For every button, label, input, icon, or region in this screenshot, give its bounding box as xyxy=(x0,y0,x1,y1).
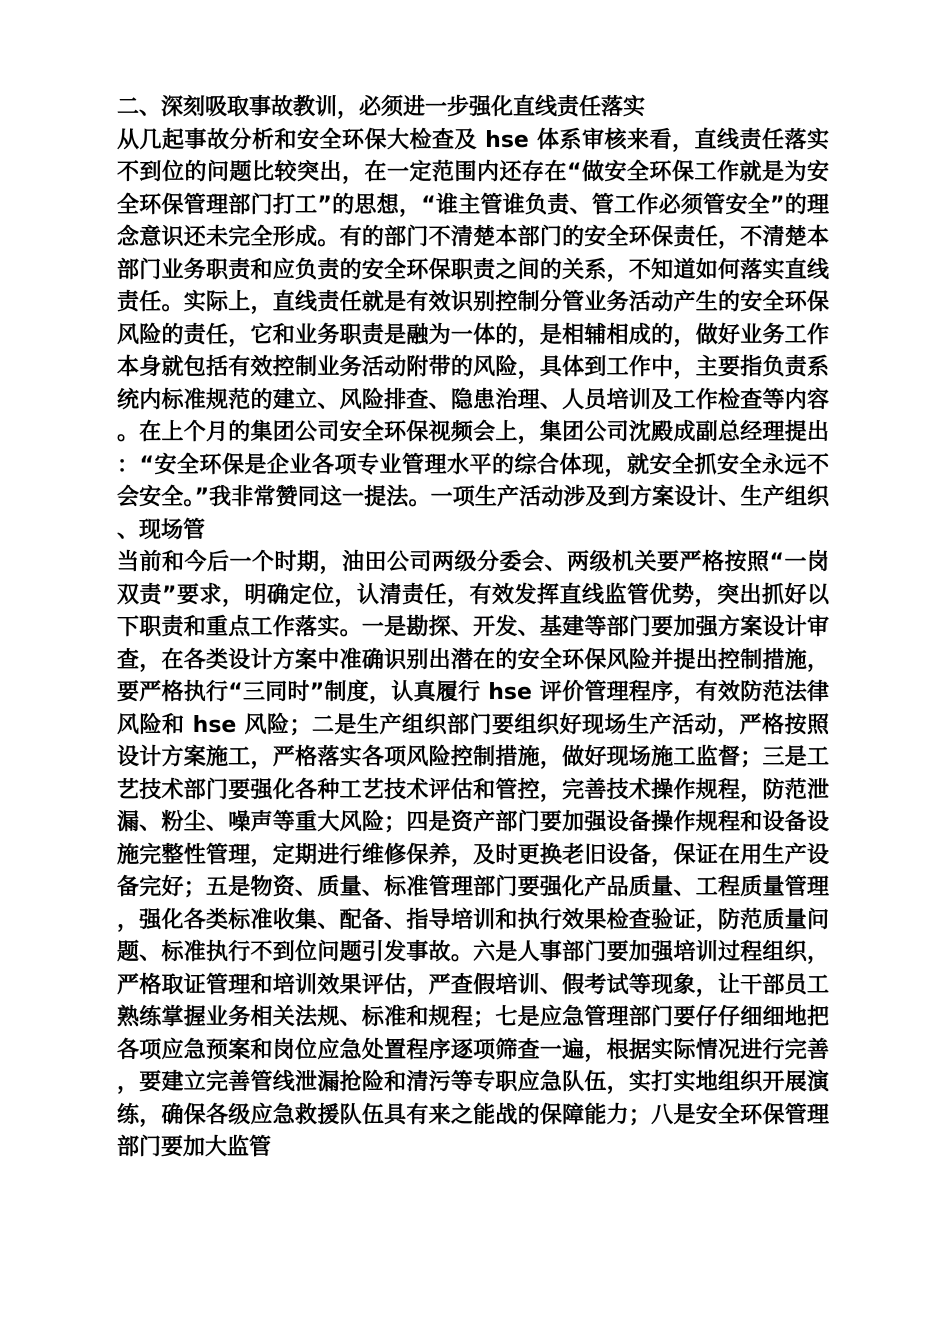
section-heading: 二、深刻吸取事故教训，必须进一步强化直线责任落实 xyxy=(117,95,646,120)
paragraph-1: 从几起事故分析和安全环保大检查及 hse 体系审核来看，直线责任落实不到位的问题比较突出，在一定范围内还存在“做安全环保工作就是为安全环保管理部门打工”的思想，“谁主管谁负责、管工作必须管安全”的理念意识还未完全形成。有的部门不清楚本部门的安全环保责任，不清楚本部门业务职责和应负责的安全环保职责之间的关系，不知道如何落实直线责任。实际上，直线责任就是有效识别控制分管业务活动产生的安全环保风险的责任，它和业务职责是融为一体的，是相辅相成的，做好业务工作本身就包括有效控制业务活动附带的风险，具体到工作中，主要指负责系统内标准规范的建立、风险排查、隐患治理、人员培训及工作检查等内容。在上个月的集团公司安全环保视频会上，集团公司沈殿成副总经理提出：“安全环保是企业各项专业管理水平的综合体现，就安全抓安全永远不会安全。”我非常赞同这一提法。一项生产活动涉及到方案设计、生产组织、现场管 xyxy=(117,127,829,543)
document-body xyxy=(117,92,829,1165)
paragraph-2: 当前和今后一个时期，油田公司两级分委会、两级机关要严格按照“一岗双责”要求，明确定位，认清责任，有效发挥直线监管优势，突出抓好以下职责和重点工作落实。一是勘探、开发、基建等部门要加强方案设计审查，在各类设计方案中准确识别出潜在的安全环保风险并提出控制措施，要严格执行“三同时”制度，认真履行 hse 评价管理程序，有效防范法律风险和 hse 风险；二是生产组织部门要组织好现场生产活动，严格按照设计方案施工，严格落实各项风险控制措施，做好现场施工监督；三是工艺技术部门要强化各种工艺技术评估和管控，完善技术操作规程，防范泄漏、粉尘、噪声等重大风险；四是资产部门要加强设备操作规程和设备设施完整性管理，定期进行维修保养，及时更换老旧设备，保证在用生产设备完好；五是物资、质量、标准管理部门要强化产品质量、工程质量管理，强化各类标准收集、配备、指导培训和执行效果检查验证，防范质量问题、标准执行不到位问题引发事故。六是人事部门要加强培训过程组织，严格取证管理和培训效果评估，严查假培训、假考试等现象，让干部员工熟练掌握业务相关法规、标准和规程；七是应急管理部门要仔仔细细地把各项应急预案和岗位应急处置程序逐项筛查一遍，根据实际情况进行完善，要建立完善管线泄漏抢险和清污等专职应急队伍，实打实地组织开展演练，确保各级应急救援队伍具有来之能战的保障能力；八是安全环保管理部门要加大监管 xyxy=(117,550,829,1160)
